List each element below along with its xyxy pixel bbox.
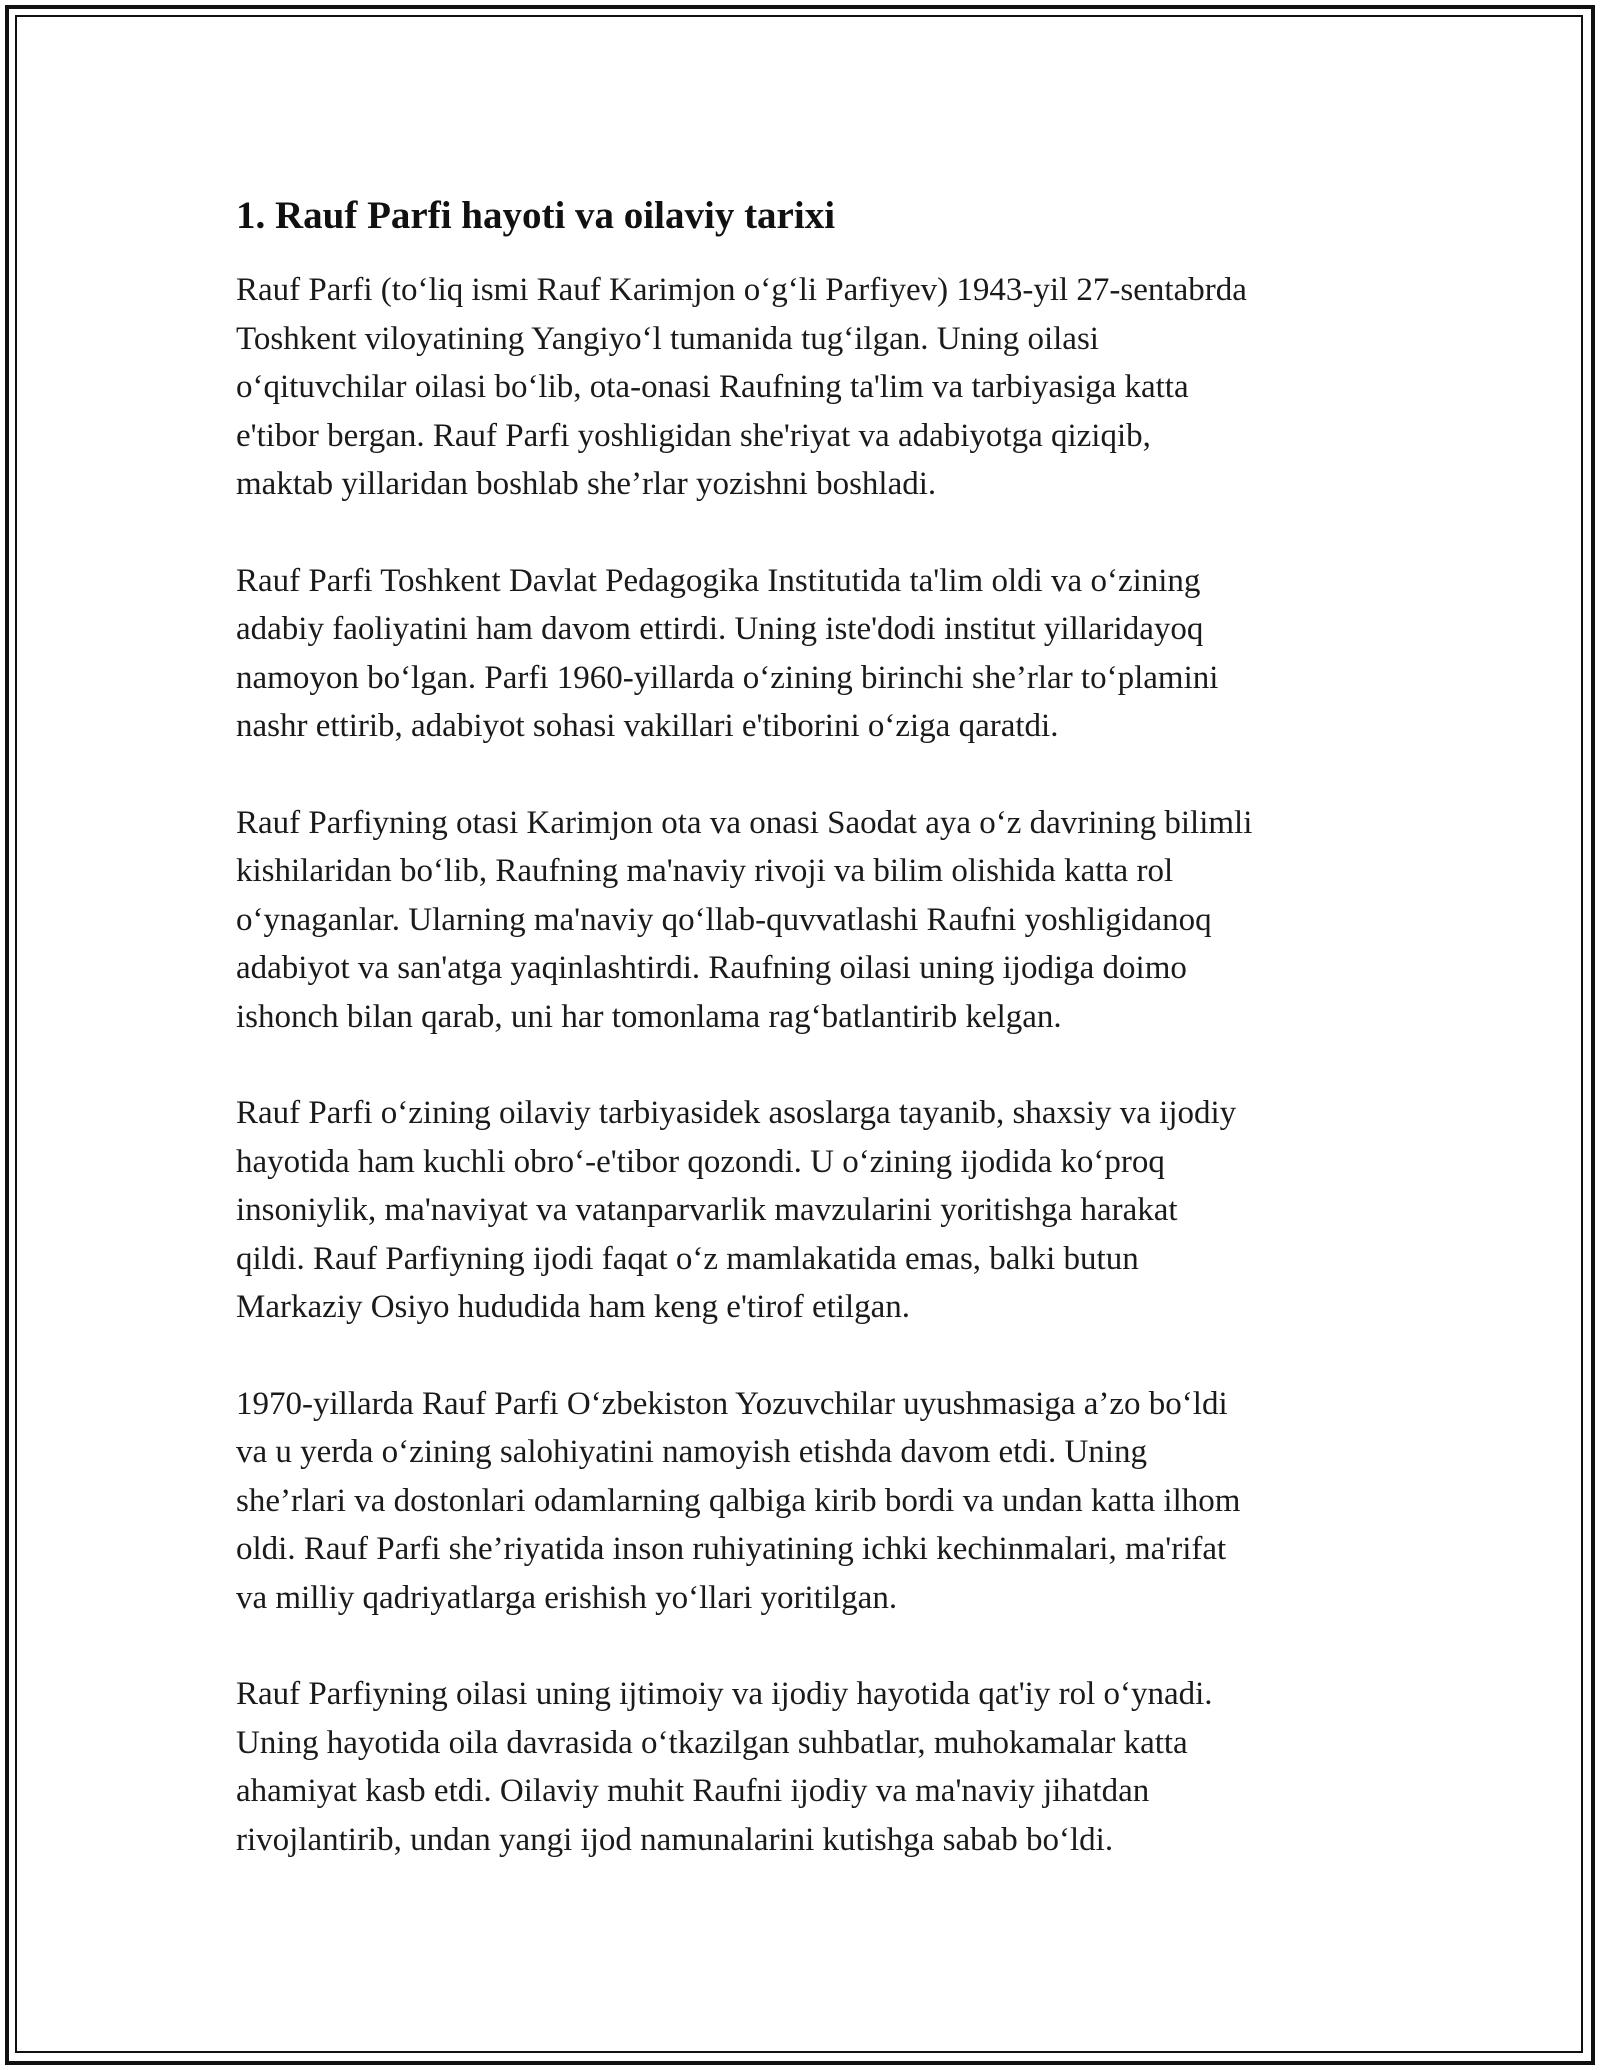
paragraph-line: adabiy faoliyatini ham davom ettirdi. Uning iste'dodi institut yillaridayoq bbox=[236, 611, 1204, 647]
document-body bbox=[236, 186, 1386, 1912]
paragraph-line: Rauf Parfiyning oilasi uning ijtimoiy va ijodiy hayotida qat'iy rol o‘ynadi. bbox=[236, 1676, 1213, 1712]
paragraph-line: Rauf Parfi (to‘liq ismi Rauf Karimjon o‘g‘li Parfiyev) 1943-yil 27-sentabrda bbox=[236, 272, 1247, 308]
paragraph-line: maktab yillaridan boshlab she’rlar yozishni boshladi. bbox=[236, 466, 937, 502]
paragraph-line: kishilaridan bo‘lib, Raufning ma'naviy rivoji va bilim olishida katta rol bbox=[236, 853, 1174, 889]
paragraph-line: Rauf Parfi o‘zining oilaviy tarbiyasidek asoslarga tayanib, shaxsiy va ijodiy bbox=[236, 1095, 1237, 1131]
paragraph-line: va milliy qadriyatlarga erishish yo‘llari yoritilgan. bbox=[236, 1579, 898, 1616]
paragraph-line: she’rlari va dostonlari odamlarning qalbiga kirib bordi va undan katta ilhom bbox=[236, 1482, 1241, 1519]
paragraph-line: o‘ynaganlar. Ularning ma'naviy qo‘llab-quvvatlashi Raufni yoshligidanoq bbox=[236, 901, 1212, 938]
paragraph-line: Uning hayotida oila davrasida o‘tkazilgan suhbatlar, muhokamalar katta bbox=[236, 1724, 1188, 1761]
paragraph-line: Markaziy Osiyo hududida ham keng e'tirof etilgan. bbox=[236, 1289, 911, 1325]
paragraph-line: insoniylik, ma'naviyat va vatanparvarlik mavzularini yoritishga harakat bbox=[236, 1192, 1178, 1228]
paragraph bbox=[236, 1670, 1386, 1864]
paragraph-line: adabiyot va san'atga yaqinlashtirdi. Raufning oilasi uning ijodiga doimo bbox=[236, 950, 1187, 986]
paragraph bbox=[236, 1089, 1386, 1332]
paragraph-line: o‘qituvchilar oilasi bo‘lib, ota-onasi Raufning ta'lim va tarbiyasiga katta bbox=[236, 369, 1189, 405]
paragraph-line: hayotida ham kuchli obro‘-e'tibor qozondi. U o‘zining ijodida ko‘proq bbox=[236, 1143, 1165, 1180]
paragraph-line: oldi. Rauf Parfi she’riyatida inson ruhiyatining ichki kechinmalari, ma'rifat bbox=[236, 1531, 1227, 1567]
paragraph bbox=[236, 1380, 1386, 1623]
paragraph bbox=[236, 266, 1386, 509]
paragraph-line: namoyon bo‘lgan. Parfi 1960-yillarda o‘zining birinchi she’rlar to‘plamini bbox=[236, 659, 1219, 696]
paragraph-line: nashr ettirib, adabiyot sohasi vakillari e'tiborini o‘ziga qaratdi. bbox=[236, 708, 1059, 744]
paragraph bbox=[236, 557, 1386, 751]
paragraph-line: e'tibor bergan. Rauf Parfi yoshligidan she'riyat va adabiyotga qiziqib, bbox=[236, 417, 1151, 454]
paragraph bbox=[236, 799, 1386, 1042]
paragraph-line: Rauf Parfiyning otasi Karimjon ota va onasi Saodat aya o‘z davrining bilimli bbox=[236, 804, 1253, 841]
paragraph-line: rivojlantirib, undan yangi ijod namunalarini kutishga sabab bo‘ldi. bbox=[236, 1821, 1114, 1858]
section-heading: 1. Rauf Parfi hayoti va oilaviy tarixi bbox=[236, 194, 836, 237]
paragraph-line: Toshkent viloyatining Yangiyo‘l tumanida tug‘ilgan. Uning oilasi bbox=[236, 320, 1099, 357]
paragraph-line: va u yerda o‘zining salohiyatini namoyish etishda davom etdi. Uning bbox=[236, 1434, 1147, 1470]
paragraph-line: 1970-yillarda Rauf Parfi O‘zbekiston Yozuvchilar uyushmasiga a’zo bo‘ldi bbox=[236, 1385, 1228, 1422]
paragraph-list bbox=[236, 266, 1386, 1864]
paragraph-line: ahamiyat kasb etdi. Oilaviy muhit Raufni ijodiy va ma'naviy jihatdan bbox=[236, 1773, 1150, 1809]
paragraph-line: qildi. Rauf Parfiyning ijodi faqat o‘z mamlakatida emas, balki butun bbox=[236, 1240, 1139, 1277]
paragraph-line: Rauf Parfi Toshkent Davlat Pedagogika Institutida ta'lim oldi va o‘zining bbox=[236, 562, 1201, 599]
paragraph-line: ishonch bilan qarab, uni har tomonlama rag‘batlantirib kelgan. bbox=[236, 998, 1062, 1035]
